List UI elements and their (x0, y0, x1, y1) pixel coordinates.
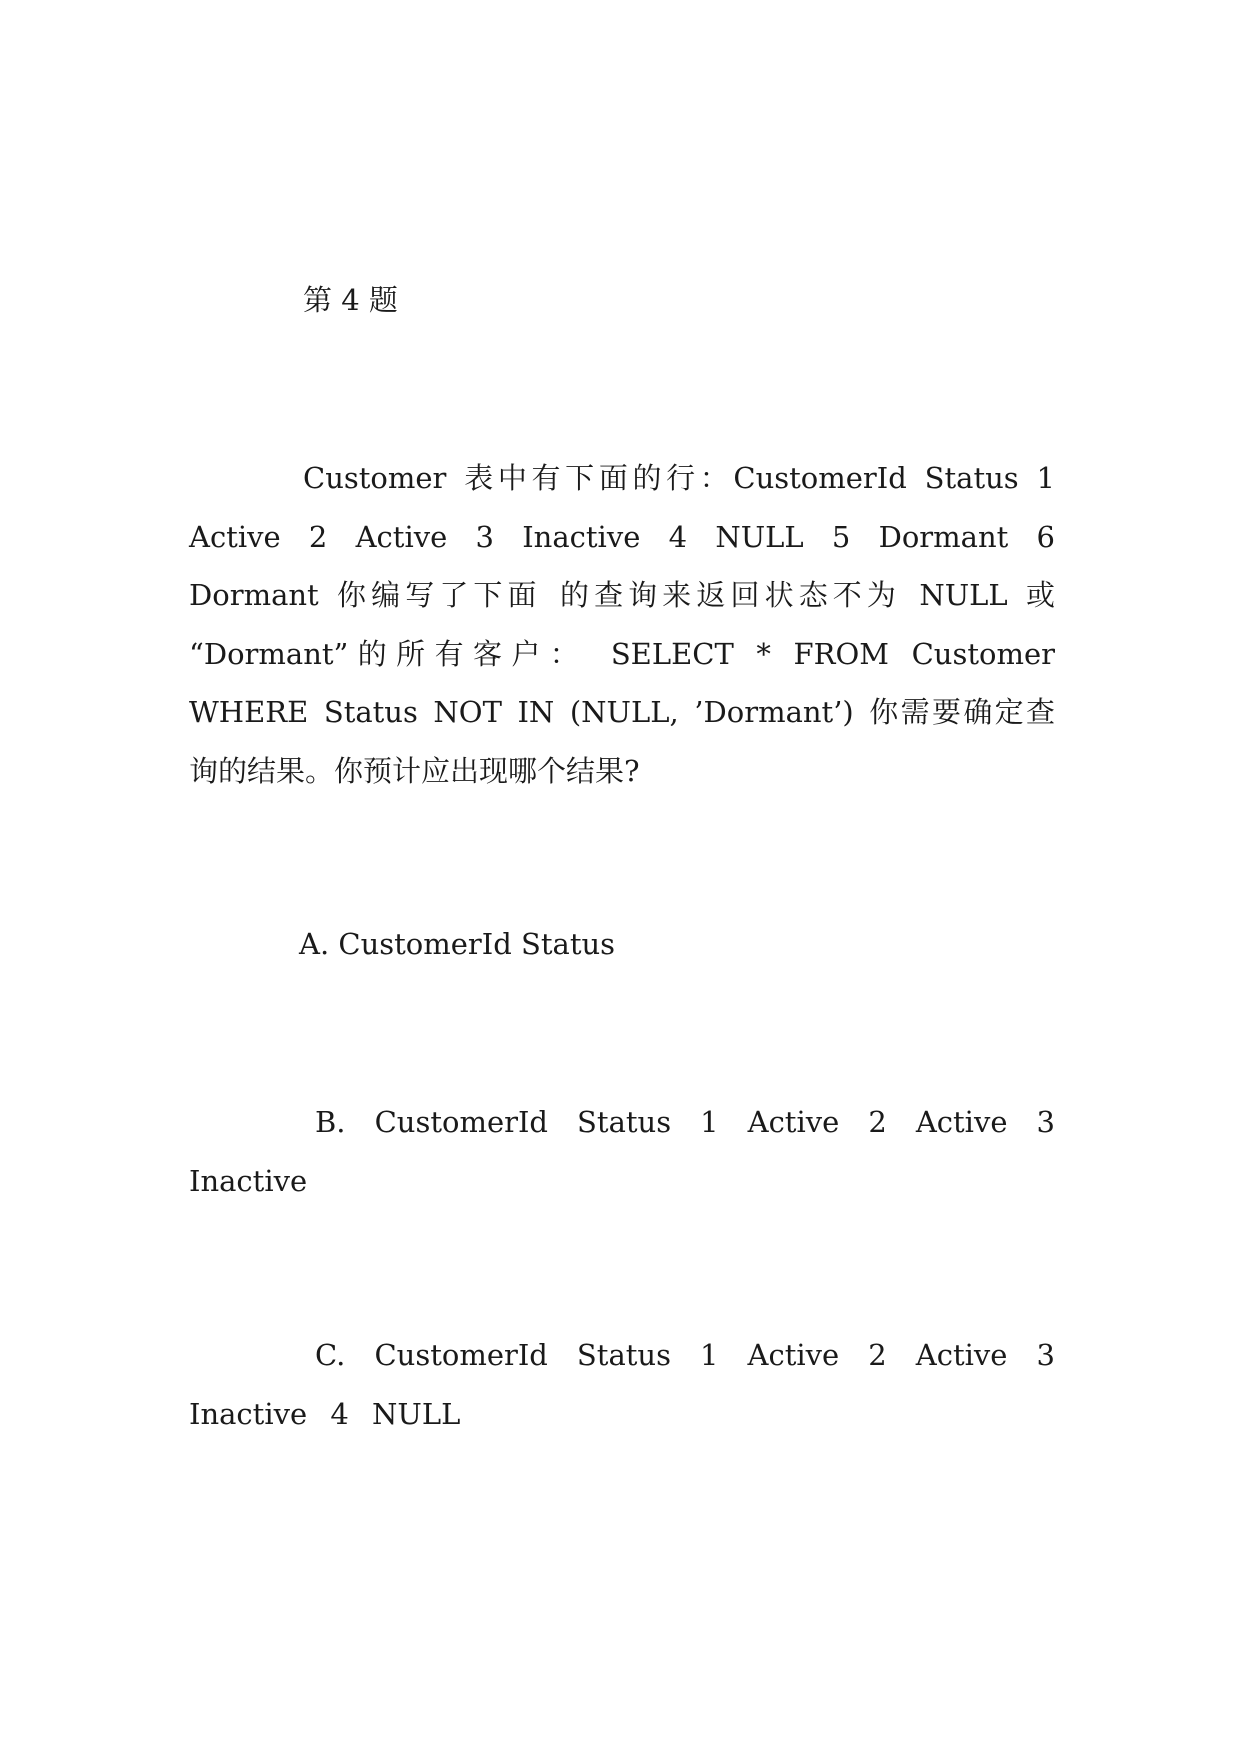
option-a-letter: A. (299, 927, 330, 961)
option-b-letter: B. (315, 1105, 346, 1139)
question-heading: 第 4 题 (303, 283, 398, 317)
option-b (189, 1093, 1055, 1210)
option-b-text: CustomerId Status 1 Active 2 Active 3 Inactive (189, 1105, 1055, 1198)
option-c-text: CustomerId Status 1 Active 2 Active 3 Inactive 4 NULL (189, 1338, 1055, 1431)
option-c-letter: C. (315, 1338, 346, 1372)
option-c (189, 1326, 1055, 1443)
option-a-text: CustomerId Status (338, 927, 616, 961)
option-a (299, 924, 615, 964)
question-text: Customer 表中有下面的行：CustomerId Status 1 Active 2 Active 3 Inactive 4 NULL 5 Dormant 6 Dormant 你编写了下面 的查询来返回状态不为 NULL 或 “Dormant”的所有客户： SELECT * FROM Customer WHERE Status NOT IN (NULL, ’Dormant’) 你需要确定查询的结果。你预计应出现哪个结果? (189, 461, 1055, 788)
